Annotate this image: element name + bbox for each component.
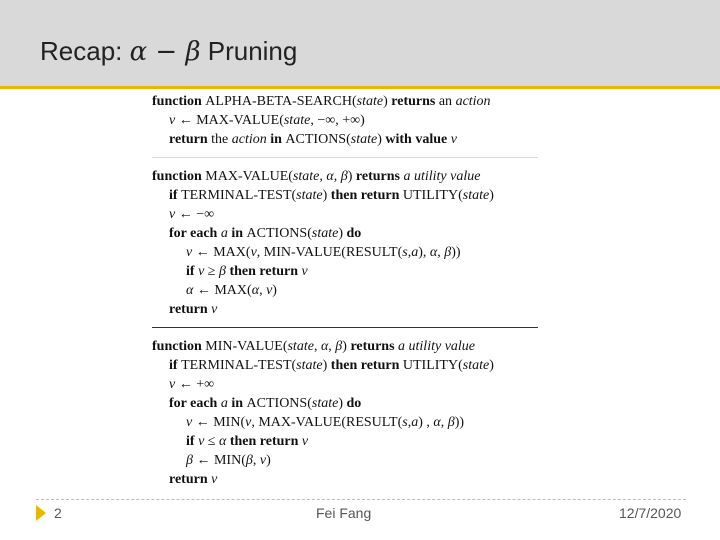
title-underline [0,86,720,89]
separator [152,327,538,328]
title-prefix: Recap: [40,36,130,66]
code-line: for each a in ACTIONS(state) do [169,396,362,411]
code-line: if v ≤ α then return v [186,434,309,449]
code-line: return the action in ACTIONS(state) with value v [169,132,457,147]
max-value-block [152,167,542,319]
code-line: function MIN-VALUE(state, α, β) returns a utility value [152,339,476,354]
slide-title [40,36,297,67]
code-line: return v [169,472,218,487]
code-line: v ← MAX-VALUE(state, −∞, +∞) [169,113,365,128]
code-line: if TERMINAL-TEST(state) then return UTILITY(state) [169,358,494,373]
code-line: for each a in ACTIONS(state) do [169,226,362,241]
code-line: v ← +∞ [169,377,215,392]
code-line: return v [169,302,218,317]
code-line: v ← MAX(v, MIN-VALUE(RESULT(s,a), α, β)) [186,245,461,260]
title-suffix: Pruning [200,36,298,66]
pseudocode [152,92,542,489]
separator [152,157,538,158]
code-line: α ← MAX(α, v) [186,283,277,298]
alpha-beta-search-block [152,92,542,149]
title-alpha-beta: α − β [129,37,201,67]
code-line: v ← MIN(v, MAX-VALUE(RESULT(s,a) , α, β)) [186,415,465,430]
page-number: 2 [54,505,62,521]
footer-date: 12/7/2020 [619,505,682,521]
code-line: v ← −∞ [169,207,215,222]
code-line: function ALPHA-BETA-SEARCH(state) returns an action [152,94,491,109]
min-value-block [152,337,542,489]
code-line: β ← MIN(β, v) [186,453,271,468]
footer-divider [36,499,686,500]
code-line: if v ≥ β then return v [186,264,308,279]
code-line: function MAX-VALUE(state, α, β) returns a utility value [152,169,481,184]
footer-author: Fei Fang [316,505,372,521]
footer-arrow-icon [36,505,46,521]
code-line: if TERMINAL-TEST(state) then return UTILITY(state) [169,188,494,203]
